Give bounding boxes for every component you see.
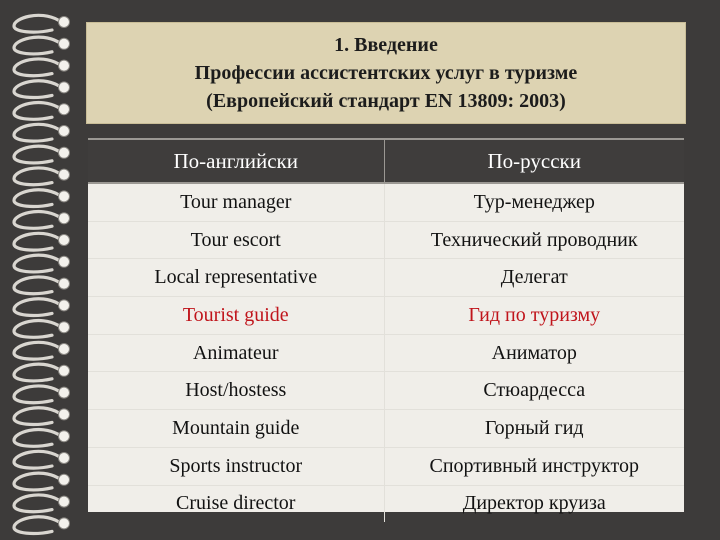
profession-table-container — [88, 138, 684, 515]
cell-russian: Стюардесса — [384, 372, 684, 410]
spiral-ring — [14, 342, 70, 359]
cell-english: Animateur — [88, 334, 384, 372]
spiral-ring — [14, 212, 70, 229]
spiral-ring — [14, 255, 70, 272]
profession-table — [88, 138, 684, 522]
cell-english: Local representative — [88, 259, 384, 297]
cell-russian: Делегат — [384, 259, 684, 297]
cell-english: Tour escort — [88, 221, 384, 259]
spiral-ring — [14, 495, 70, 512]
spiral-binding — [0, 0, 80, 540]
cell-english: Cruise director — [88, 485, 384, 522]
spiral-ring — [14, 386, 70, 403]
spiral-ring — [14, 168, 70, 185]
cell-english: Tourist guide — [88, 297, 384, 335]
spiral-ring — [14, 124, 70, 141]
spiral-ring — [14, 81, 70, 98]
table-row — [88, 259, 684, 297]
cell-english: Tour manager — [88, 183, 384, 221]
spiral-ring — [14, 37, 70, 54]
spiral-ring — [14, 517, 70, 534]
spiral-ring — [14, 59, 70, 76]
spiral-ring — [14, 430, 70, 447]
header-russian: По-русски — [384, 139, 684, 183]
cell-russian: Гид по туризму — [384, 297, 684, 335]
spiral-ring — [14, 233, 70, 250]
cell-russian: Тур-менеджер — [473, 190, 595, 213]
spiral-ring — [14, 321, 70, 338]
spiral-ring — [14, 146, 70, 163]
table-row — [88, 372, 684, 410]
spiral-ring — [14, 190, 70, 207]
cell-russian: Аниматор — [384, 334, 684, 372]
spiral-ring — [14, 473, 70, 490]
table-row-highlighted — [88, 297, 684, 335]
table-row — [88, 447, 684, 485]
spiral-ring — [14, 299, 70, 316]
spiral-ring — [14, 408, 70, 425]
title-line-2: Профессии ассистентских услуг в туризме — [194, 62, 578, 84]
spiral-ring — [14, 364, 70, 381]
cell-russian: Директор круиза — [384, 485, 684, 522]
spiral-ring — [14, 451, 70, 468]
table-header-row — [88, 139, 684, 183]
title-line-1: 1. Введение — [334, 34, 438, 56]
title-line-3: (Европейский стандарт EN 13809: 2003) — [206, 90, 566, 112]
table-row — [88, 410, 684, 448]
cell-russian: Горный гид — [384, 410, 684, 448]
spiral-ring — [14, 15, 70, 32]
table-row — [88, 183, 684, 221]
cell-russian: Спортивный инструктор — [384, 447, 684, 485]
spiral-ring — [14, 277, 70, 294]
table-row — [88, 334, 684, 372]
cell-english: Mountain guide — [88, 410, 384, 448]
table-row — [88, 221, 684, 259]
table-row — [88, 485, 684, 522]
cell-english: Host/hostess — [88, 372, 384, 410]
title-box — [86, 22, 686, 124]
spiral-ring — [14, 103, 70, 120]
cell-english: Sports instructor — [88, 447, 384, 485]
header-english: По-английски — [88, 139, 384, 183]
cell-russian: Технический проводник — [384, 221, 684, 259]
